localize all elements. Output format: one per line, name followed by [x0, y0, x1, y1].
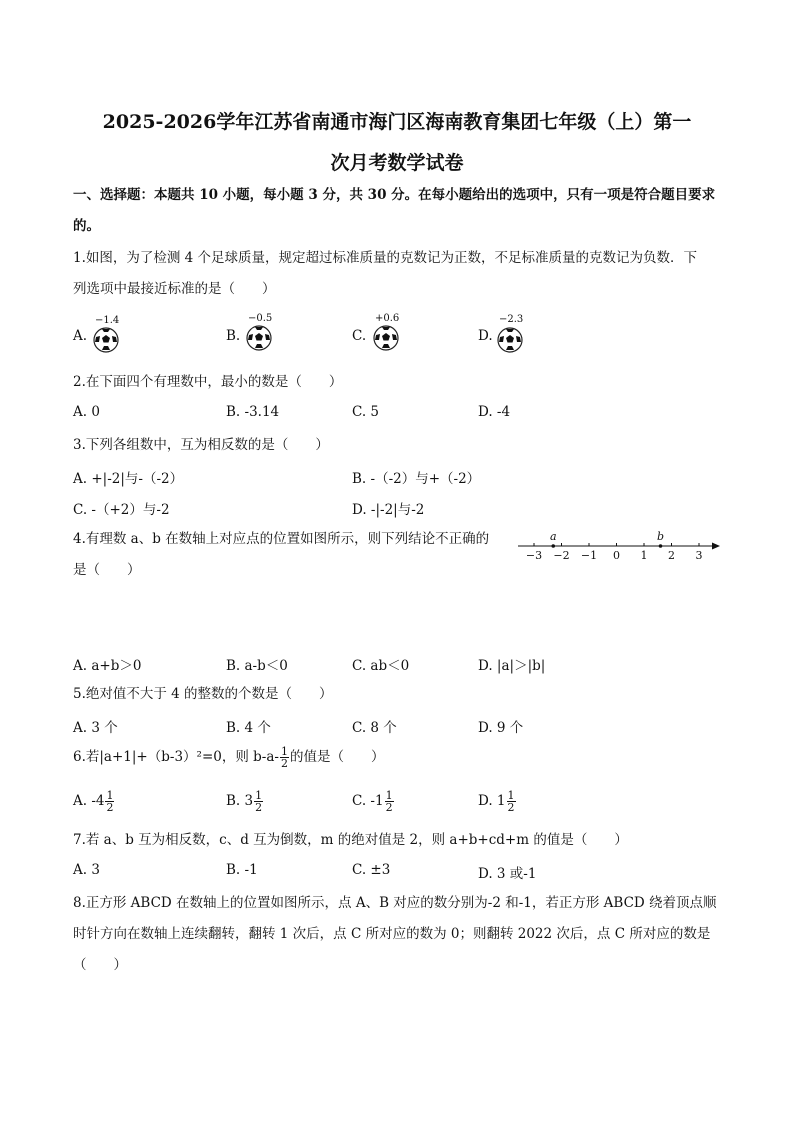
q1-option-a-value: −1.4: [95, 315, 120, 326]
number-line-point-label: b: [656, 530, 665, 543]
q6-option-a-fraction: [105, 790, 114, 813]
q7-option-a: A. 3: [73, 862, 100, 878]
q1-stem: 1.如图，为了检测 4 个足球质量，规定超过标准质量的克数记为正数，不足标准质量的克数记为负数．下: [73, 250, 698, 266]
fraction-denominator: 2: [280, 757, 288, 770]
q6-option-c-label: C. -1: [352, 793, 384, 809]
q4-option-d: D. |a|＞|b|: [478, 658, 546, 674]
q2-option-c: C. 5: [352, 404, 380, 420]
q3-option-d: D. -|-2|与-2: [352, 502, 425, 518]
number-line-tick-label: 0: [613, 549, 620, 562]
soccer-ball-icon: [373, 325, 399, 351]
q3-option-b: B. -（-2）与+（-2）: [352, 471, 481, 487]
q6-option-c-fraction: [385, 790, 394, 813]
q3-option-c: C. -（+2）与-2: [73, 502, 170, 518]
number-line-point: [551, 544, 555, 548]
fraction-numerator: 1: [385, 789, 393, 802]
q5-stem: 5.绝对值不大于 4 的整数的个数是（ ）: [73, 686, 333, 702]
q1-stem-cont: 列选项中最接近标准的是（ ）: [73, 281, 276, 297]
q6-option-d-label: D. 1: [478, 793, 506, 809]
fraction-denominator: 2: [255, 801, 263, 814]
q1-option-a-label: A.: [73, 328, 88, 344]
q4-stem-cont: 是（ ）: [73, 562, 141, 578]
q1-option-b-label: B.: [226, 328, 241, 344]
q6-option-d: [478, 790, 517, 813]
q5-option-c: C. 8 个: [352, 720, 397, 736]
q5-option-b: B. 4 个: [226, 720, 271, 736]
q4-option-b: B. a-b＜0: [226, 658, 288, 674]
q1-option-c-label: C.: [352, 328, 367, 344]
q4-option-a: A. a+b＞0: [73, 658, 142, 674]
q6-option-b: [226, 790, 264, 813]
q6-stem-fraction: [280, 746, 289, 769]
q7-stem: 7.若 a、b 互为相反数，c、d 互为倒数，m 的绝对值是 2，则 a+b+cd+m 的值是（ ）: [73, 832, 628, 848]
q1-option-d-label: D.: [478, 328, 493, 344]
number-line-tick-label: 2: [668, 549, 675, 562]
section-heading-cont: 的。: [73, 218, 100, 234]
q3-option-a: A. +|-2|与-（-2）: [73, 471, 184, 487]
q6-option-a: [73, 790, 115, 813]
q5-option-d: D. 9 个: [478, 720, 524, 736]
q6-stem-text-end: 的值是（ ）: [289, 749, 385, 765]
q4-stem: 4.有理数 a、b 在数轴上对应点的位置如图所示，则下列结论不正确的: [73, 531, 490, 547]
fraction-numerator: 1: [280, 745, 288, 758]
fraction-numerator: 1: [507, 789, 515, 802]
q6-option-a-label: A. -4: [73, 793, 105, 809]
q2-option-a: A. 0: [73, 404, 100, 420]
q6-option-b-fraction: [254, 790, 263, 813]
number-line-tick-label: −1: [580, 549, 598, 562]
soccer-ball-icon: [93, 327, 119, 353]
fraction-numerator: 1: [106, 789, 114, 802]
q6-option-c: [352, 790, 395, 813]
exam-title-line2: 次月考数学试卷: [330, 152, 464, 174]
number-line-tick-label: 1: [640, 549, 648, 562]
q7-option-c: C. ±3: [352, 862, 391, 878]
q7-option-b: B. -1: [226, 862, 258, 878]
exam-title-line1: 2025-2026学年江苏省南通市海门区海南教育集团七年级（上）第一: [102, 111, 692, 133]
q1-option-c-value: +0.6: [375, 313, 400, 324]
q4-option-c: C. ab＜0: [352, 658, 410, 674]
q8-stem-cont: 时针方向在数轴上连续翻转，翻转 1 次后，点 C 所对应的数为 0；则翻转 2022 次后，点 C 所对应的数是: [73, 926, 711, 942]
q1-option-d-value: −2.3: [499, 314, 524, 325]
fraction-denominator: 2: [507, 801, 515, 814]
number-line-tick-label: 3: [695, 549, 703, 562]
q3-stem: 3.下列各组数中，互为相反数的是（ ）: [73, 437, 329, 453]
soccer-ball-icon: [497, 327, 523, 353]
number-line-points: [550, 530, 664, 548]
section-heading: 一、选择题：本题共 10 小题，每小题 3 分，共 30 分。在每小题给出的选项中，只有一项是符合题目要求: [73, 187, 716, 203]
fraction-denominator: 2: [106, 801, 114, 814]
q8-stem: 8.正方形 ABCD 在数轴上的位置如图所示，点 A、B 对应的数分别为-2 和-1，若正方形 ABCD 绕着顶点顺: [73, 895, 717, 911]
q6-stem-text: 6.若|a+1|+（b-3）²=0，则 b-a-: [73, 749, 279, 765]
q5-option-a: A. 3 个: [73, 720, 118, 736]
soccer-ball-icon: [246, 325, 272, 351]
number-line-figure: [512, 526, 726, 566]
number-line-point-label: a: [549, 530, 557, 543]
q2-stem: 2.在下面四个有理数中，最小的数是（ ）: [73, 374, 343, 390]
fraction-denominator: 2: [385, 801, 393, 814]
q6-option-d-fraction: [507, 790, 516, 813]
fraction-numerator: 1: [255, 789, 263, 802]
q7-option-d: D. 3 或-1: [478, 866, 537, 882]
number-line-tick-label: −2: [553, 549, 570, 562]
q2-option-b: B. -3.14: [226, 404, 280, 420]
q8-stem-end: （ ）: [73, 957, 127, 973]
q6-stem: [73, 746, 384, 769]
q2-option-d: D. -4: [478, 404, 511, 420]
number-line-tick-label: −3: [525, 549, 543, 562]
q6-option-b-label: B. 3: [226, 793, 254, 809]
q1-option-b-value: −0.5: [248, 313, 273, 324]
number-line-point: [659, 544, 663, 548]
